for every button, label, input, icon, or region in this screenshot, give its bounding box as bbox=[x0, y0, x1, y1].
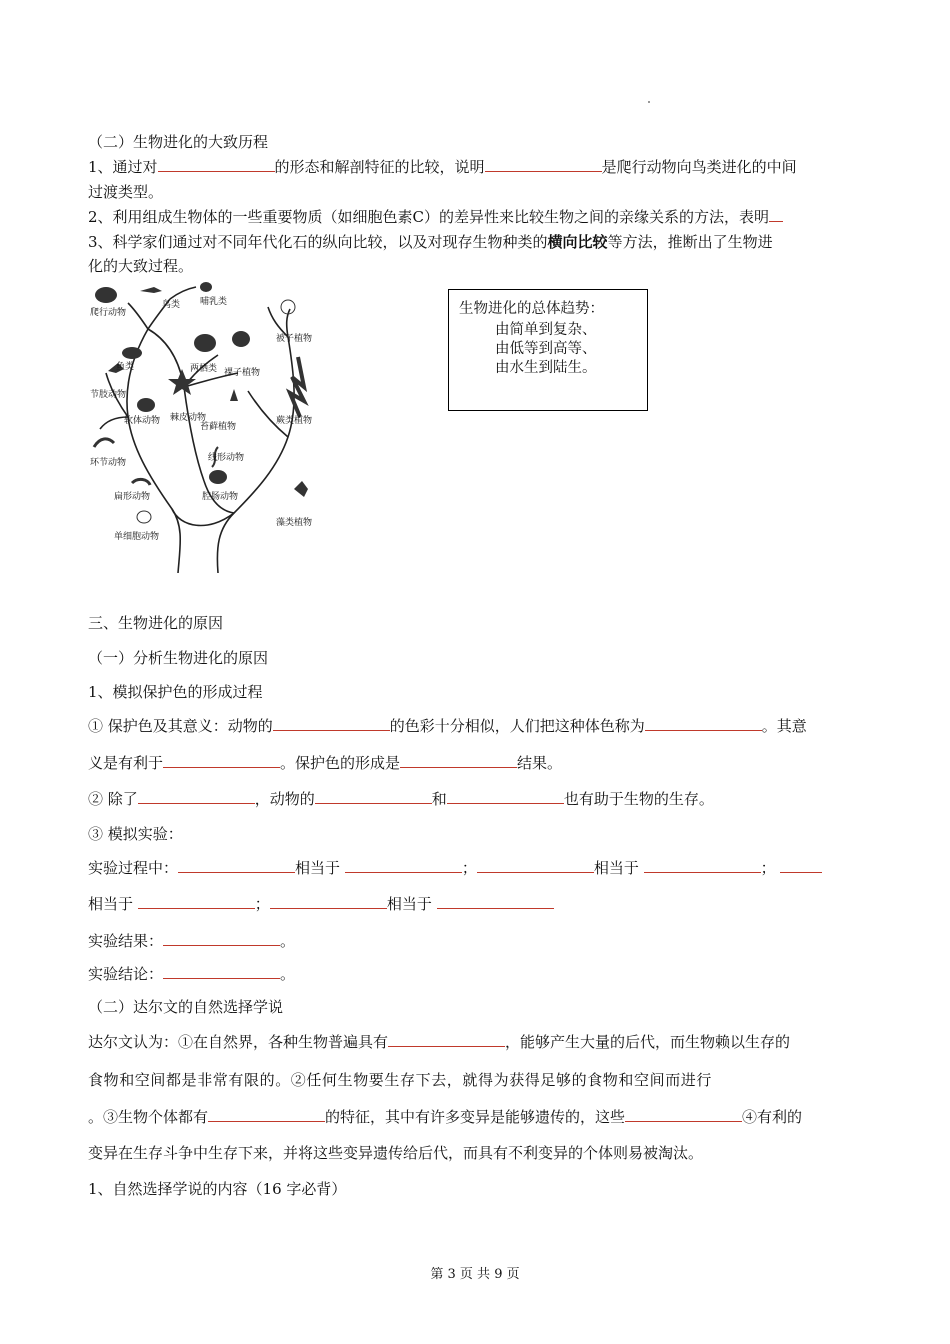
evolution-tree-figure bbox=[88, 277, 328, 577]
evolution-trend-box bbox=[448, 289, 648, 411]
protective-color-line: ① 保护色及其意义：动物的 的色彩十分相似，人们把这种体色称为 。其意 bbox=[88, 717, 807, 735]
question-1-cont: 过渡类型。 bbox=[88, 183, 164, 201]
answer-blank[interactable] bbox=[138, 789, 255, 804]
experiment-heading: ③ 模拟实验： bbox=[88, 825, 183, 843]
darwin-paragraph-line: 。③生物个体都有 的特征，其中有许多变异是能够遗传的，这些 ④有利的 bbox=[88, 1108, 803, 1126]
frog-icon bbox=[194, 334, 216, 352]
answer-blank[interactable] bbox=[163, 931, 280, 946]
darwin-paragraph-line: 变异在生存斗争中生存下来，并将这些变异遗传给后代，而具有不利变异的个体则易被淘汰。 bbox=[88, 1144, 704, 1162]
algae-icon bbox=[294, 481, 308, 497]
tree-label: 单细胞动物 bbox=[114, 532, 160, 542]
answer-blank[interactable] bbox=[485, 157, 602, 172]
amoeba-icon bbox=[137, 511, 151, 523]
darwin-paragraph-line: 达尔文认为：①在自然界，各种生物普遍具有 ，能够产生大量的后代，而生物赖以生存的 bbox=[88, 1033, 791, 1051]
experiment-process-line-2: 相当于 ； 相当于 bbox=[88, 893, 554, 914]
answer-blank[interactable] bbox=[447, 789, 564, 804]
answer-blank[interactable] bbox=[158, 157, 275, 172]
question-3-cont: 化的大致过程。 bbox=[88, 257, 194, 275]
answer-blank[interactable] bbox=[625, 1107, 742, 1122]
experiment-process-line: 实验过程中： 相当于 ； 相当于 ； bbox=[88, 857, 822, 878]
answer-blank[interactable] bbox=[400, 753, 517, 768]
shell-icon bbox=[137, 398, 155, 412]
tree-label: 节肢动物 bbox=[90, 390, 127, 400]
tree-label: 扁形动物 bbox=[114, 492, 151, 502]
bird-icon bbox=[140, 287, 162, 293]
rabbit-icon bbox=[200, 282, 212, 292]
answer-blank[interactable] bbox=[345, 858, 462, 873]
tree-label: 鸟类 bbox=[162, 300, 181, 310]
answer-blank[interactable] bbox=[163, 964, 280, 979]
page-speck bbox=[648, 101, 650, 103]
subsection-heading-darwin: （二）达尔文的自然选择学说 bbox=[88, 998, 284, 1016]
tree-label: 苔藓植物 bbox=[200, 422, 237, 432]
trend-title: 生物进化的总体趋势： bbox=[459, 301, 604, 317]
tree-label: 棘皮动物 bbox=[170, 413, 207, 423]
flatworm-icon bbox=[132, 479, 150, 485]
fish-icon bbox=[122, 347, 142, 359]
hydra-icon bbox=[209, 470, 227, 484]
answer-blank[interactable] bbox=[644, 858, 761, 873]
answer-blank[interactable] bbox=[780, 858, 822, 873]
darwin-paragraph-line: 食物和空间都是非常有限的。②任何生物要生存下去，就得为获得足够的食物和空间而进行 bbox=[88, 1071, 713, 1089]
other-factors-line: ② 除了 ，动物的 和 也有助于生物的生存。 bbox=[88, 790, 714, 808]
answer-blank[interactable] bbox=[388, 1032, 505, 1047]
answer-blank[interactable] bbox=[208, 1107, 325, 1122]
answer-blank[interactable] bbox=[645, 716, 762, 731]
tree-label: 两栖类 bbox=[190, 364, 218, 374]
conifer-icon bbox=[232, 331, 250, 347]
experiment-conclusion-line: 实验结论： 。 bbox=[88, 965, 296, 983]
organism-icons bbox=[94, 282, 308, 523]
answer-blank[interactable] bbox=[273, 716, 390, 731]
natural-selection-content-title: 1、自然选择学说的内容（16 字必背） bbox=[88, 1180, 347, 1198]
worm-icon bbox=[94, 439, 114, 447]
tree-label: 环节动物 bbox=[90, 458, 127, 468]
tree-label: 蕨类植物 bbox=[276, 416, 313, 426]
trend-line: 由简单到复杂、 bbox=[495, 322, 597, 338]
answer-blank[interactable] bbox=[138, 894, 255, 909]
section-heading-evolution: （二）生物进化的大致历程 bbox=[88, 133, 269, 151]
protective-color-line-2: 义是有利于 。保护色的形成是 结果。 bbox=[88, 754, 563, 772]
tree-label: 线形动物 bbox=[208, 453, 245, 463]
answer-blank[interactable] bbox=[270, 894, 387, 909]
tree-label: 爬行动物 bbox=[90, 308, 127, 318]
question-1: 1、通过对 的形态和解剖特征的比较，说明 是爬行动物向鸟类进化的中间 bbox=[88, 158, 797, 176]
answer-blank[interactable] bbox=[315, 789, 432, 804]
question-2: 2、利用组成生物体的一些重要物质（如细胞色素C）的差异性来比较生物之间的亲缘关系的方法，表明 bbox=[88, 206, 783, 227]
trend-line: 由低等到高等、 bbox=[495, 341, 597, 357]
tree-label: 藻类植物 bbox=[276, 518, 313, 528]
experiment-result-line: 实验结果： 。 bbox=[88, 932, 296, 950]
tree-label: 软体动物 bbox=[124, 416, 161, 426]
answer-blank[interactable] bbox=[477, 858, 594, 873]
answer-blank[interactable] bbox=[178, 858, 295, 873]
tree-label: 被子植物 bbox=[276, 334, 313, 344]
tree-label: 鱼类 bbox=[116, 362, 135, 372]
tree-label: 哺乳类 bbox=[200, 297, 228, 307]
tree-label: 腔肠动物 bbox=[202, 492, 239, 502]
turtle-icon bbox=[95, 287, 117, 303]
answer-blank[interactable] bbox=[769, 207, 783, 222]
trend-line: 由水生到陆生。 bbox=[495, 360, 597, 376]
section-heading-causes: 三、生物进化的原因 bbox=[88, 614, 224, 632]
subsection-heading: （一）分析生物进化的原因 bbox=[88, 649, 269, 667]
tree-trunk-icon bbox=[100, 287, 294, 573]
answer-blank[interactable] bbox=[163, 753, 280, 768]
page-footer: 第 3 页 共 9 页 bbox=[430, 1267, 520, 1282]
tree-label: 裸子植物 bbox=[224, 368, 261, 378]
moss-icon bbox=[230, 389, 238, 401]
question-3: 3、科学家们通过对不同年代化石的纵向比较，以及对现存生物种类的横向比较等方法，推断出了生物进 bbox=[88, 233, 773, 251]
answer-blank[interactable] bbox=[437, 894, 554, 909]
simulation-title: 1、模拟保护色的形成过程 bbox=[88, 683, 263, 701]
